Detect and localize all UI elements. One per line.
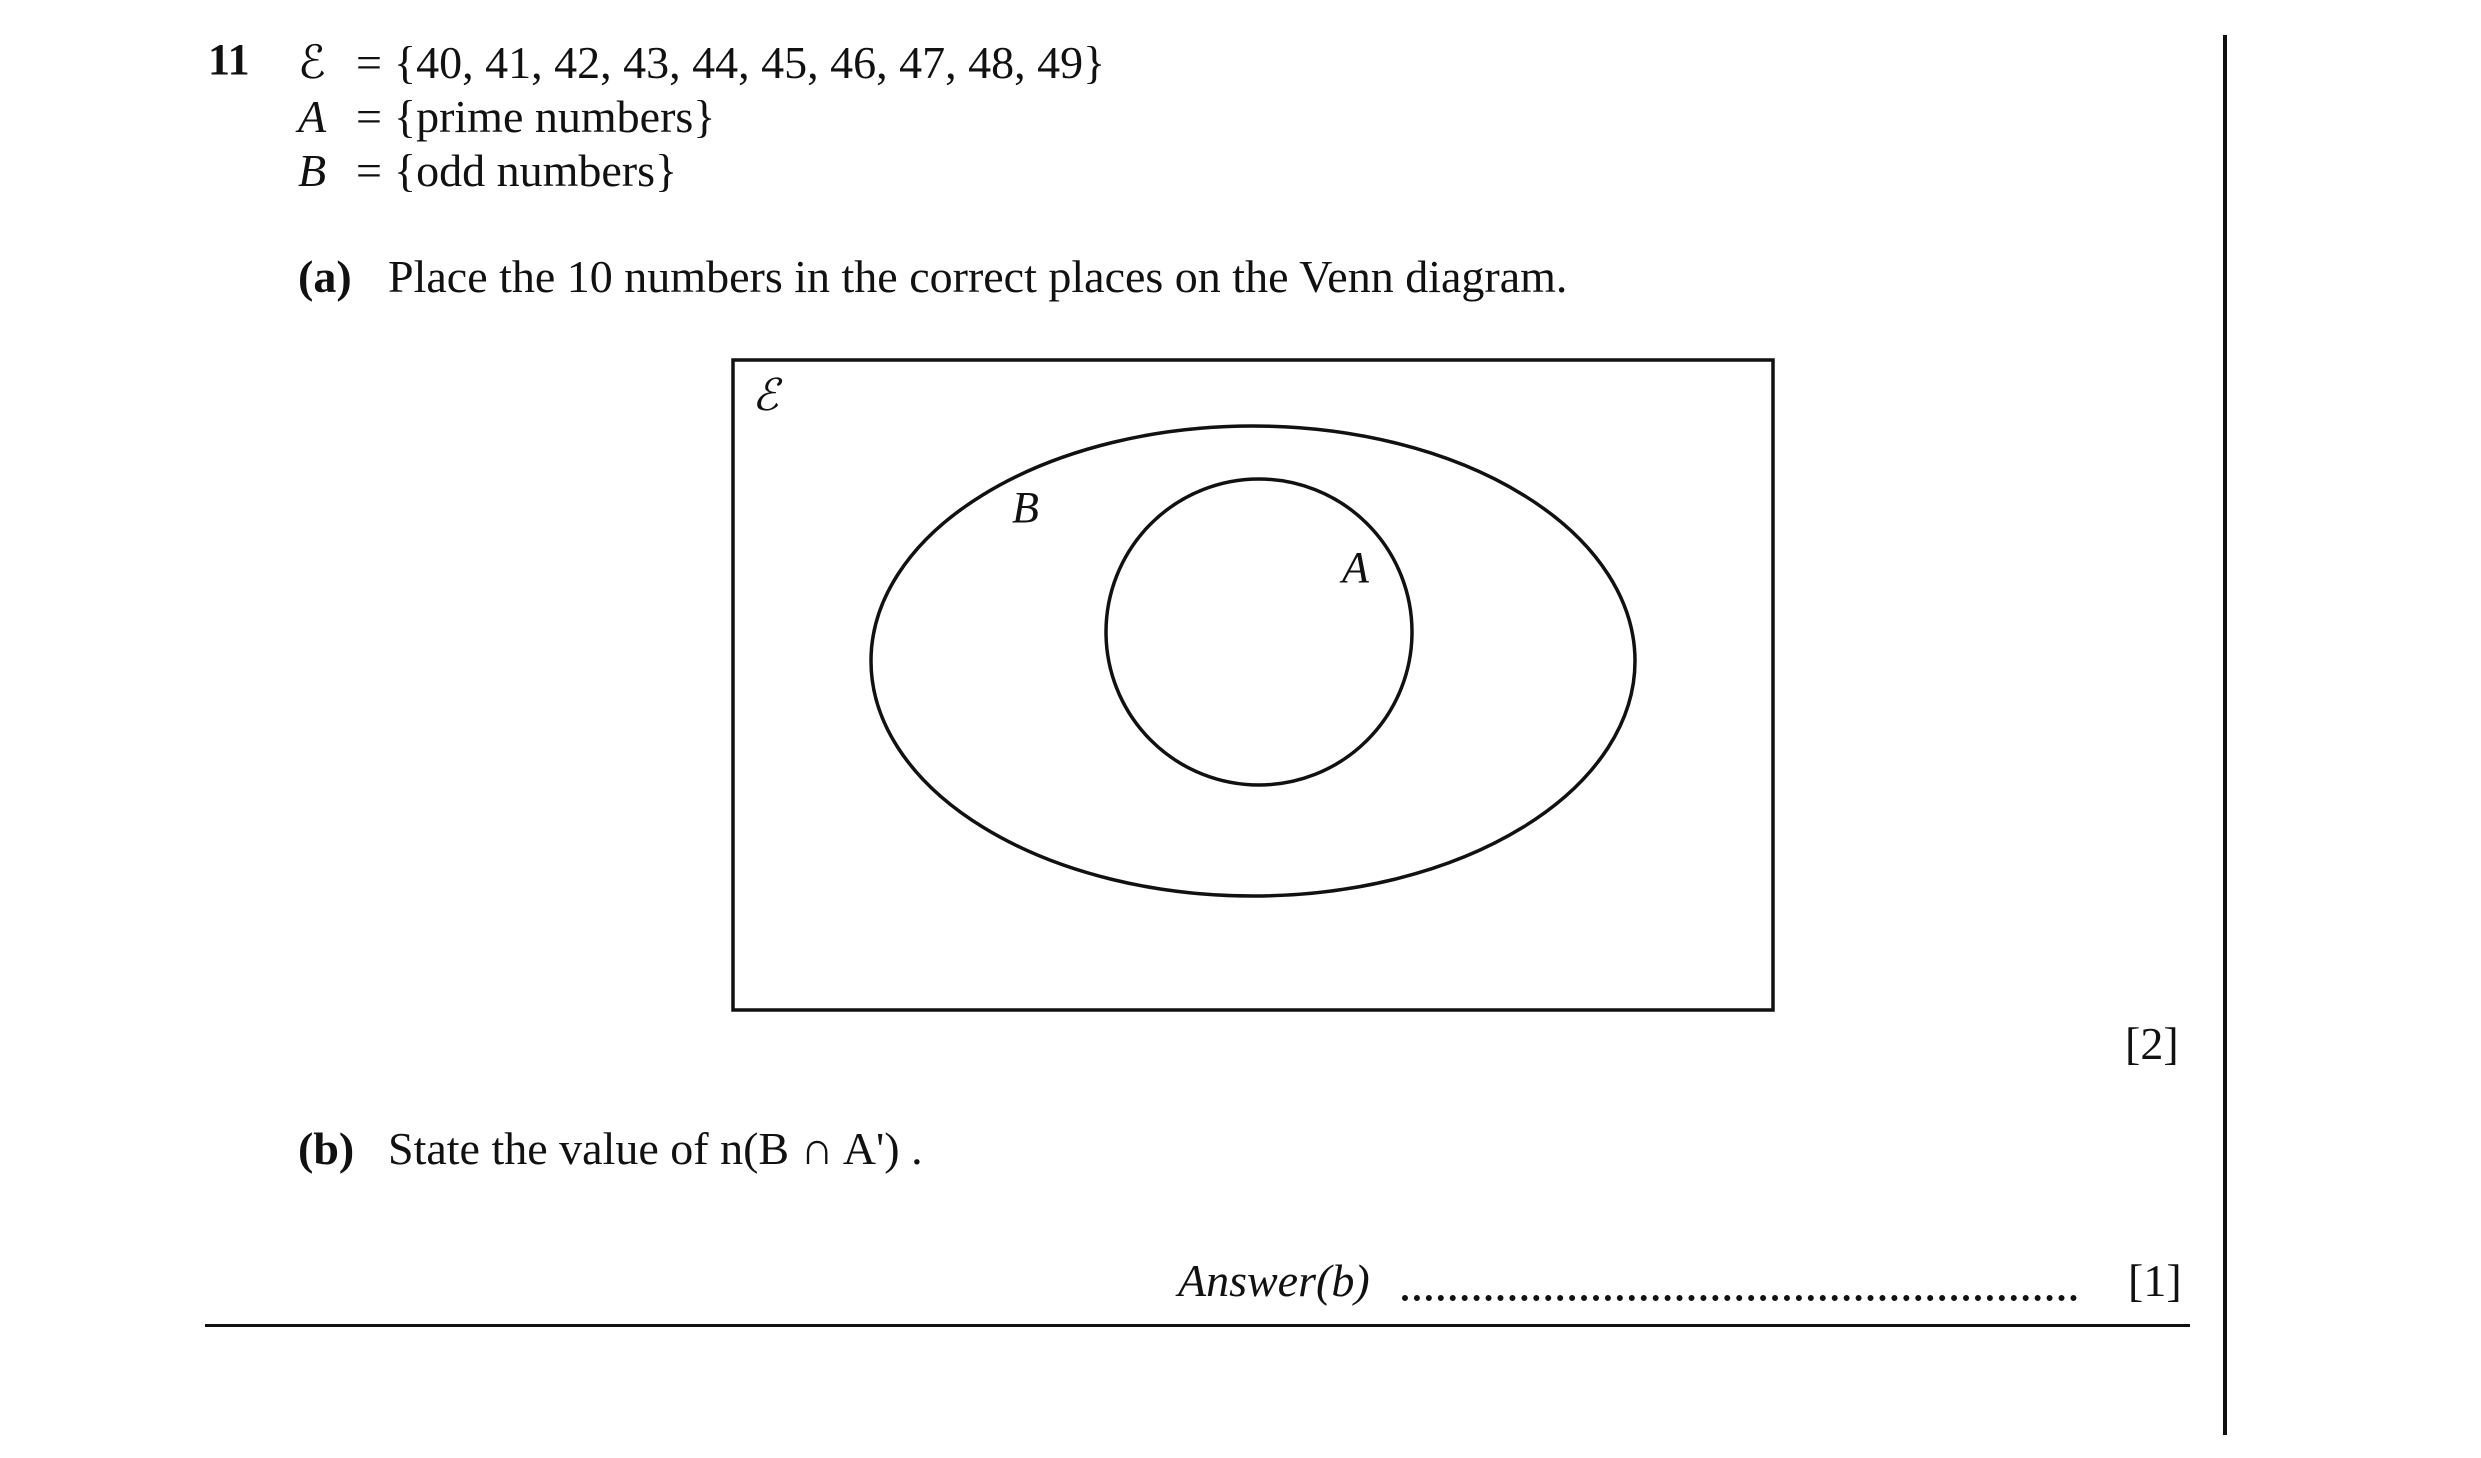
margin-rule (2223, 35, 2227, 1435)
part-b-label: (b) (298, 1123, 355, 1174)
bottom-rule (205, 1324, 2190, 1327)
question-number: 11 (208, 35, 250, 84)
part-b-marks: [1] (2128, 1255, 2182, 1306)
set-b-value: {odd numbers} (394, 145, 678, 196)
set-b-symbol: B (298, 145, 327, 196)
equals-sign: = (356, 37, 382, 88)
equals-sign: = (356, 145, 382, 196)
set-a-value: {prime numbers} (394, 91, 716, 142)
part-b-text: State the value of n(B ∩ A') . (388, 1123, 923, 1174)
answer-b-label: Answer(b) (1178, 1255, 1370, 1306)
equals-sign: = (356, 91, 382, 142)
venn-universal-label: ℰ (752, 371, 779, 420)
venn-set-a-label: A (1342, 543, 1369, 592)
universal-set-value: {40, 41, 42, 43, 44, 45, 46, 47, 48, 49} (394, 37, 1106, 88)
universal-set-symbol: ℰ (298, 37, 326, 88)
part-a-label: (a) (298, 251, 352, 302)
answer-b-input-line[interactable] (1402, 1295, 2077, 1301)
universal-set-rectangle[interactable] (733, 360, 1773, 1010)
part-b-prompt (298, 1123, 923, 1174)
set-a-symbol: A (298, 91, 327, 142)
venn-set-b-label: B (1012, 483, 1039, 532)
part-a-text: Place the 10 numbers in the correct places on the Venn diagram. (388, 251, 1568, 302)
part-a-marks: [2] (2125, 1018, 2179, 1069)
